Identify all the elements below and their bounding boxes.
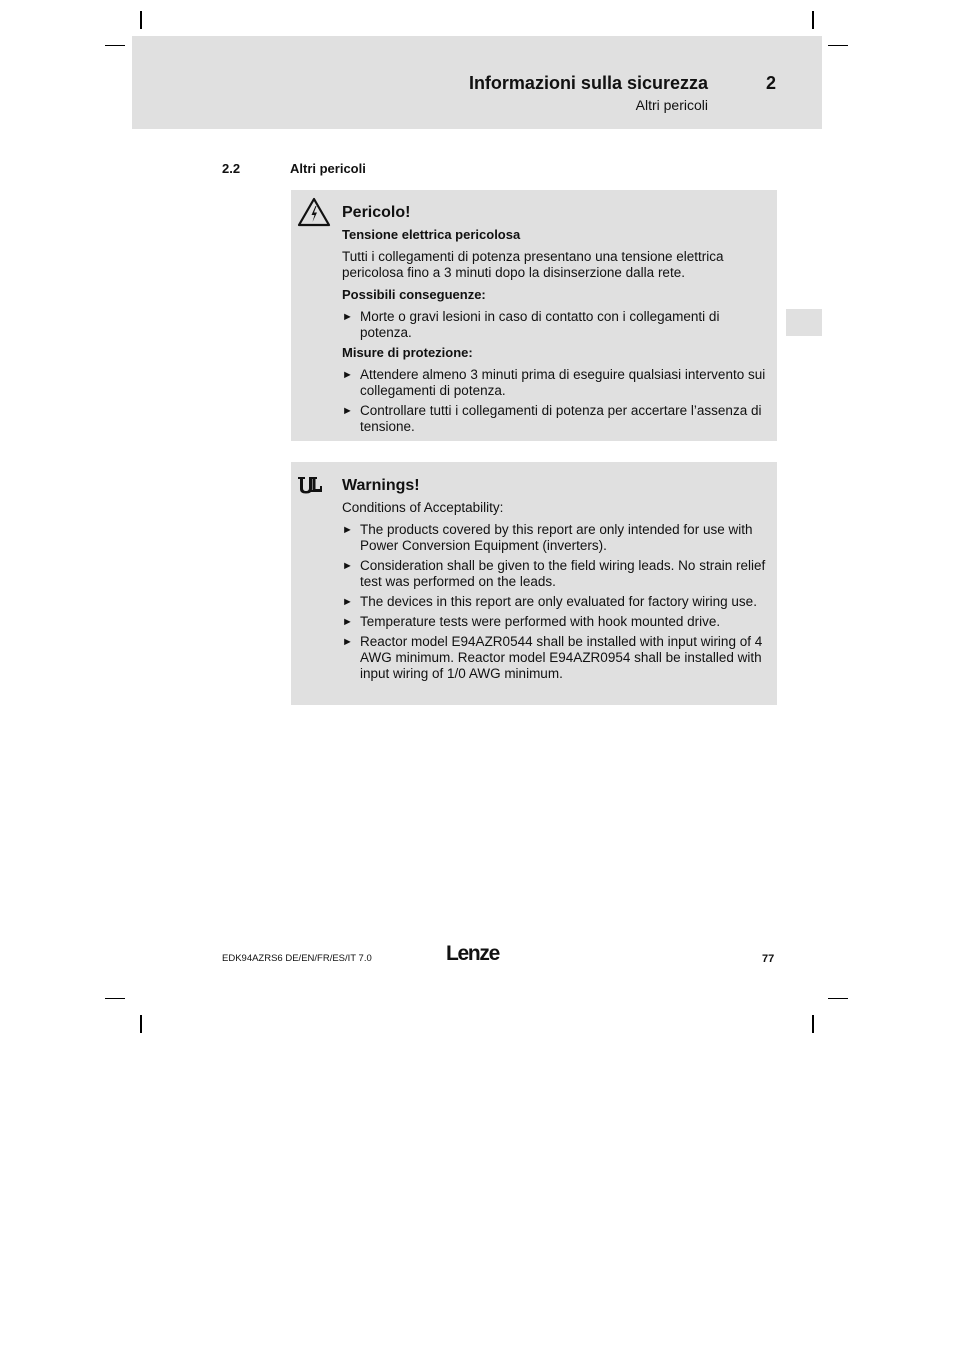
measures-list [342,367,771,435]
consequences-list [342,309,771,341]
crop-mark [140,1015,142,1033]
danger-heading: Pericolo! [342,204,411,221]
crop-mark [140,11,142,29]
crop-mark [828,998,848,999]
ul-mark-icon [297,476,323,499]
danger-text: Tutti i collegamenti di potenza presentano una tensione elettrica pericolosa fino a 3 minuti dopo la disinserzione dalla rete. [342,249,724,280]
bullet-arrow-icon: ► [342,405,353,417]
warning-box [291,462,777,705]
danger-subheading: Tensione elettrica pericolosa [342,227,521,242]
chapter-title: Informazioni sulla sicurezza [468,73,708,93]
warning-intro: Conditions of Acceptability: [342,500,504,515]
bullet-arrow-icon: ► [342,524,353,536]
crop-mark [105,45,125,46]
chapter-side-tab [786,309,822,336]
crop-mark [812,11,814,29]
crop-mark [812,1015,814,1033]
danger-box [291,190,777,441]
section-title: Altri pericoli [290,161,366,176]
bullet-arrow-icon: ► [342,596,353,608]
consequences-label: Possibili conseguenze: [342,287,486,302]
bullet-arrow-icon: ► [342,311,353,323]
bullet-arrow-icon: ► [342,616,353,628]
list-item: ► Morte o gravi lesioni in caso di contatto con i collegamenti di potenza. [342,309,720,340]
bullet-arrow-icon: ► [342,369,353,381]
crop-mark [105,998,125,999]
list-item: ► Consideration shall be given to the field wiring leads. No strain relief test was performed on the leads. [342,558,766,589]
electrical-hazard-icon [297,197,331,232]
warning-heading: Warnings! [342,477,420,494]
bullet-arrow-icon: ► [342,636,353,648]
bullet-arrow-icon: ► [342,560,353,572]
list-item: ► The devices in this report are only evaluated for factory wiring use. [342,594,757,609]
list-item: ► Attendere almeno 3 minuti prima di eseguire qualsiasi intervento sui collegamenti di potenza. [342,367,766,398]
document-id: EDK94AZRS6 DE/EN/FR/ES/IT 7.0 [222,953,372,964]
list-item: ► Reactor model E94AZR0544 shall be installed with input wiring of 4 AWG minimum. Reactor model E94AZR0954 shall be installed with input wiring of 1/0 AWG minimum. [342,634,763,681]
section-number: 2.2 [222,161,241,176]
list-item: ► Temperature tests were performed with hook mounted drive. [342,614,721,629]
chapter-subtitle: Altri pericoli [635,97,708,113]
chapter-number: 2 [766,73,777,93]
crop-mark [828,45,848,46]
measures-label: Misure di protezione: [342,345,473,360]
list-item: ► Controllare tutti i collegamenti di potenza per accertare l’assenza di tensione. [342,403,762,434]
page-number: 77 [762,953,775,965]
lenze-logo: Lenze [446,942,500,965]
list-item: ► The products covered by this report are only intended for use with Power Conversion Equipment (inverters). [342,522,753,553]
acceptability-list [342,522,771,682]
